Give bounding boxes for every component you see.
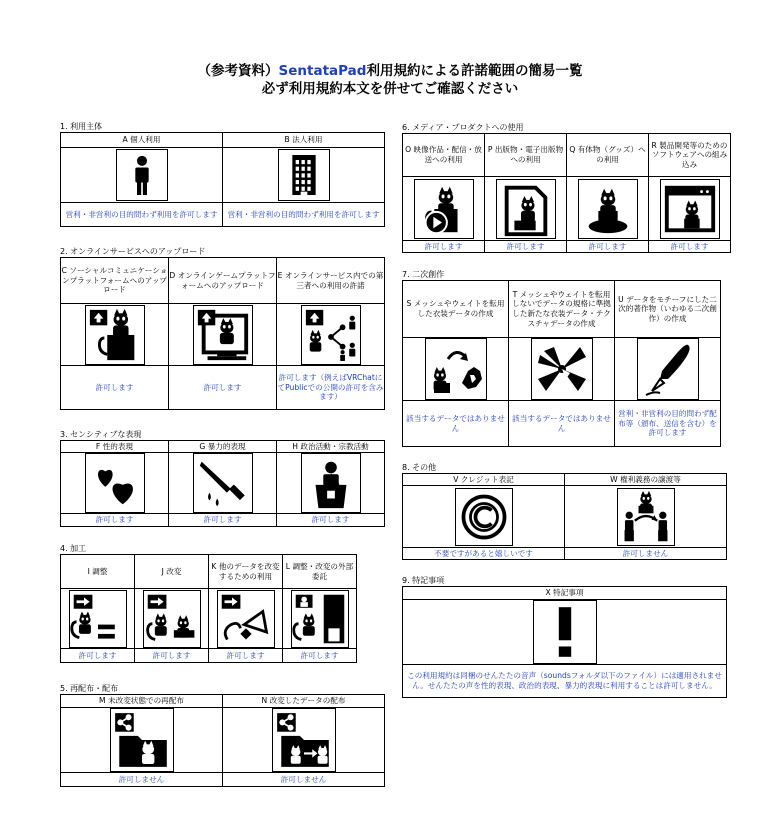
item-header: A 個人利用 <box>61 133 223 148</box>
modify-other-icon <box>217 590 275 648</box>
item-icon-cell <box>567 177 649 241</box>
item-header: R 製品開発等のためのソフトウェアへの組み込み <box>649 134 731 177</box>
item-icon-cell <box>277 453 385 514</box>
item-header: J 改変 <box>135 555 209 589</box>
section-title: 5. 再配布・配布 <box>60 684 119 693</box>
video-icon <box>414 179 474 239</box>
redistribute-icon <box>110 708 174 772</box>
item-icon-cell <box>403 486 565 548</box>
item-status: 許可します <box>277 514 385 527</box>
item-status: 該当するデータではありません <box>403 401 509 447</box>
item-icon-cell <box>403 338 509 401</box>
permission-table <box>60 132 385 227</box>
item-header: G 暴力的表現 <box>169 441 277 453</box>
permission-table <box>60 694 385 787</box>
person-icon <box>116 149 168 201</box>
item-icon-cell <box>223 148 385 203</box>
section-s4 <box>60 543 357 663</box>
item-status: 許可します <box>169 514 277 527</box>
item-header: F 性的表現 <box>61 441 169 453</box>
item-status: 許可します <box>61 514 169 527</box>
item-icon-cell <box>169 304 277 366</box>
item-header: W 権利義務の譲渡等 <box>565 474 727 486</box>
item-status: 許可します（例えばVRChatにてPublicでの公開の許可を含みます） <box>277 366 385 410</box>
item-status: 営利・非営利の目的問わず配布等（頒布、送信を含む）を許可します <box>615 401 721 447</box>
goods-icon <box>578 179 638 239</box>
item-icon-cell <box>61 453 169 514</box>
item-header: O 映像作品・配信・放送への利用 <box>403 134 485 177</box>
section-s6 <box>402 122 731 253</box>
item-icon-cell <box>61 589 135 649</box>
section-title: 3. センシティブな表現 <box>60 430 142 439</box>
section-title: 8. その他 <box>402 463 437 472</box>
section-s2 <box>60 246 385 410</box>
item-status: 許可しません <box>565 548 727 560</box>
item-icon-cell <box>565 486 727 548</box>
item-status: 該当するデータではありません <box>509 401 615 447</box>
item-status: 許可しません <box>61 773 223 787</box>
item-header: Q 有体物（グッズ）への利用 <box>567 134 649 177</box>
permission-table <box>60 257 385 410</box>
upload-social-icon <box>85 305 145 365</box>
item-header: P 出版物・電子出版物への利用 <box>485 134 567 177</box>
knife-icon <box>193 453 253 513</box>
section-s9 <box>402 575 727 698</box>
permission-table <box>60 554 357 663</box>
item-status: 営利・非営利の目的問わず利用を許可します <box>61 203 223 227</box>
modify-icon <box>143 590 201 648</box>
item-status: 不要ですがあると嬉しいです <box>403 548 565 560</box>
item-icon-cell <box>209 589 283 649</box>
item-status: 営利・非営利の目的問わず利用を許可します <box>223 203 385 227</box>
item-icon-cell <box>223 708 385 773</box>
item-icon-cell <box>509 338 615 401</box>
item-status: 許可します <box>61 366 169 410</box>
outsource-icon <box>291 590 349 648</box>
title-brand: SentataPad <box>278 63 367 79</box>
item-header: L 調整・改変の外部委託 <box>283 555 357 589</box>
section-s1 <box>60 121 385 227</box>
item-icon-cell <box>283 589 357 649</box>
new-costume-icon <box>531 338 593 400</box>
item-status: 許可します <box>403 241 485 253</box>
item-header: U データをモチーフにした二次的著作物（いわゆる二次創作）の作成 <box>615 281 721 338</box>
upload-game-icon <box>193 305 253 365</box>
item-status: 許可します <box>169 366 277 410</box>
pen-icon <box>637 338 699 400</box>
copyright-icon <box>455 488 513 546</box>
item-header: S メッシュやウェイトを転用した衣装データの作成 <box>403 281 509 338</box>
share-third-party-icon <box>301 305 361 365</box>
building-icon <box>278 149 330 201</box>
item-icon-cell <box>615 338 721 401</box>
item-status: 許可しません <box>223 773 385 787</box>
item-status: 許可します <box>485 241 567 253</box>
distribute-modified-icon <box>272 708 336 772</box>
item-header: T メッシュやウェイトを転用しないでデータの規格に準拠した新たな衣装データ・テクスチャデータの作成 <box>509 281 615 338</box>
podium-icon <box>301 453 361 513</box>
item-header: X 特記事項 <box>403 587 727 600</box>
item-header: C ソーシャルコミュニケーションプラットフォームへのアップロード <box>61 258 169 304</box>
section-s5 <box>60 683 385 787</box>
title-prefix: （参考資料） <box>197 63 279 79</box>
item-header: H 政治活動・宗教活動 <box>277 441 385 453</box>
item-status: この利用規約は同梱のせんたたの音声（soundsフォルダ以下のファイル）には適用されません。せんたたの声を性的表現、政治的表現、暴力的表現に利用することは許可しません。 <box>403 665 727 698</box>
item-icon-cell <box>403 600 727 665</box>
item-icon-cell <box>135 589 209 649</box>
section-title: 9. 特記事項 <box>402 576 445 585</box>
permission-table <box>402 280 721 447</box>
item-icon-cell <box>277 304 385 366</box>
item-header: M 未改変状態での再配布 <box>61 695 223 708</box>
item-icon-cell <box>403 177 485 241</box>
item-status: 許可します <box>61 649 135 663</box>
section-title: 6. メディア・プロダクトへの使用 <box>402 123 524 132</box>
title-line2: 必ず利用規約本文を併せてご確認ください <box>261 81 519 97</box>
item-icon-cell <box>649 177 731 241</box>
item-status: 許可します <box>283 649 357 663</box>
section-s3 <box>60 429 385 527</box>
item-header: N 改変したデータの配布 <box>223 695 385 708</box>
page-title <box>0 62 780 98</box>
item-icon-cell <box>61 304 169 366</box>
section-title: 7. 二次創作 <box>402 270 445 279</box>
item-header: B 法人利用 <box>223 133 385 148</box>
item-icon-cell <box>61 148 223 203</box>
software-icon <box>660 179 720 239</box>
item-header: E オンラインサービス内での第三者への利用の許諾 <box>277 258 385 304</box>
permission-table <box>60 440 385 527</box>
item-status: 許可します <box>135 649 209 663</box>
permission-table <box>402 586 727 698</box>
section-s8 <box>402 462 727 560</box>
item-status: 許可します <box>567 241 649 253</box>
item-header: K 他のデータを改変するための利用 <box>209 555 283 589</box>
item-header: V クレジット表記 <box>403 474 565 486</box>
permission-table <box>402 133 731 253</box>
section-title: 1. 利用主体 <box>60 122 103 131</box>
section-s7 <box>402 269 721 447</box>
title-suffix: 利用規約による許諾範囲の簡易一覧 <box>366 63 583 79</box>
item-status: 許可します <box>209 649 283 663</box>
item-status: 許可します <box>649 241 731 253</box>
publication-icon <box>496 179 556 239</box>
item-icon-cell <box>169 453 277 514</box>
permission-table <box>402 473 727 560</box>
hearts-icon <box>85 453 145 513</box>
mesh-transfer-icon <box>425 338 487 400</box>
item-icon-cell <box>61 708 223 773</box>
adjust-icon <box>69 590 127 648</box>
exclamation-icon <box>533 600 597 664</box>
item-header: I 調整 <box>61 555 135 589</box>
section-title: 2. オンラインサービスへのアップロード <box>60 247 206 256</box>
transfer-rights-icon <box>617 488 675 546</box>
item-header: D オンラインゲームプラットフォームへのアップロード <box>169 258 277 304</box>
item-icon-cell <box>485 177 567 241</box>
section-title: 4. 加工 <box>60 544 87 553</box>
